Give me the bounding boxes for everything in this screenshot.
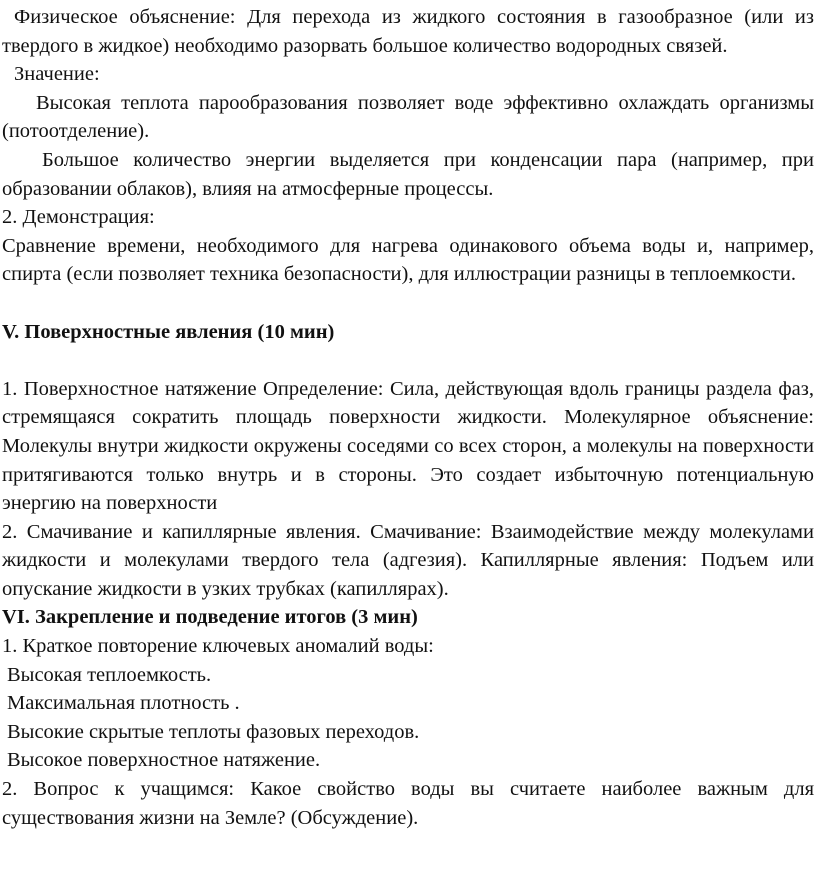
recap-item: Максимальная плотность . bbox=[7, 692, 240, 715]
meaning-paragraph-1: Высокая теплота парообразования позволяет воде эффективно охлаждать организмы (потоотделение). bbox=[2, 91, 814, 143]
surface-tension-paragraph: 1. Поверхностное натяжение Определение: Сила, действующая вдоль границы раздела фаз, стремящаяся сократить площадь поверхности жидкости. Молекулярное объяснение: Молекулы внутри жидкости окружены соседями со всех сторон, а молекулы на поверхности притягиваются только внутрь и в стороны. Это создает избыточную потенциальную энергию на поверхности bbox=[2, 377, 814, 515]
meaning-label: Значение: bbox=[14, 63, 100, 86]
spacer bbox=[2, 289, 814, 318]
recap-item: Высокое поверхностное натяжение. bbox=[7, 749, 321, 772]
recap-item: Высокая теплоемкость. bbox=[7, 663, 212, 686]
demo-label: 2. Демонстрация: bbox=[2, 206, 155, 229]
recap-intro: 1. Краткое повторение ключевых аномалий воды: bbox=[2, 635, 434, 658]
recap-item: Высокие скрытые теплоты фазовых переходов. bbox=[7, 720, 420, 743]
wetting-paragraph: 2. Смачивание и капиллярные явления. Смачивание: Взаимодействие между молекулами жидкости и молекулами твердого тела (адгезия). Капиллярные явления: Подъем или опускание жидкости в узких трубках (капиллярах). bbox=[2, 520, 814, 600]
question-paragraph: 2. Вопрос к учащимся: Какое свойство воды вы считаете наиболее важным для существования жизни на Земле? (Обсуждение). bbox=[2, 778, 814, 829]
section-6-heading: VI. Закрепление и подведение итогов (3 мин) bbox=[2, 606, 418, 629]
physical-explanation-paragraph: Физическое объяснение: Для перехода из жидкого состояния в газообразное (или из твердого в жидкое) необходимо разорвать большое количество водородных связей. bbox=[2, 6, 814, 57]
demo-paragraph: Сравнение времени, необходимого для нагрева одинакового объема воды и, например, спирта (если позволяет техника безопасности), для иллюстрации разницы в теплоемкости. bbox=[2, 234, 814, 286]
meaning-paragraph-2: Большое количество энергии выделяется при конденсации пара (например, при образовании облаков), влияя на атмосферные процессы. bbox=[2, 148, 814, 200]
spacer bbox=[2, 346, 814, 375]
document-page bbox=[2, 3, 814, 832]
section-5-heading: V. Поверхностные явления (10 мин) bbox=[2, 320, 335, 343]
